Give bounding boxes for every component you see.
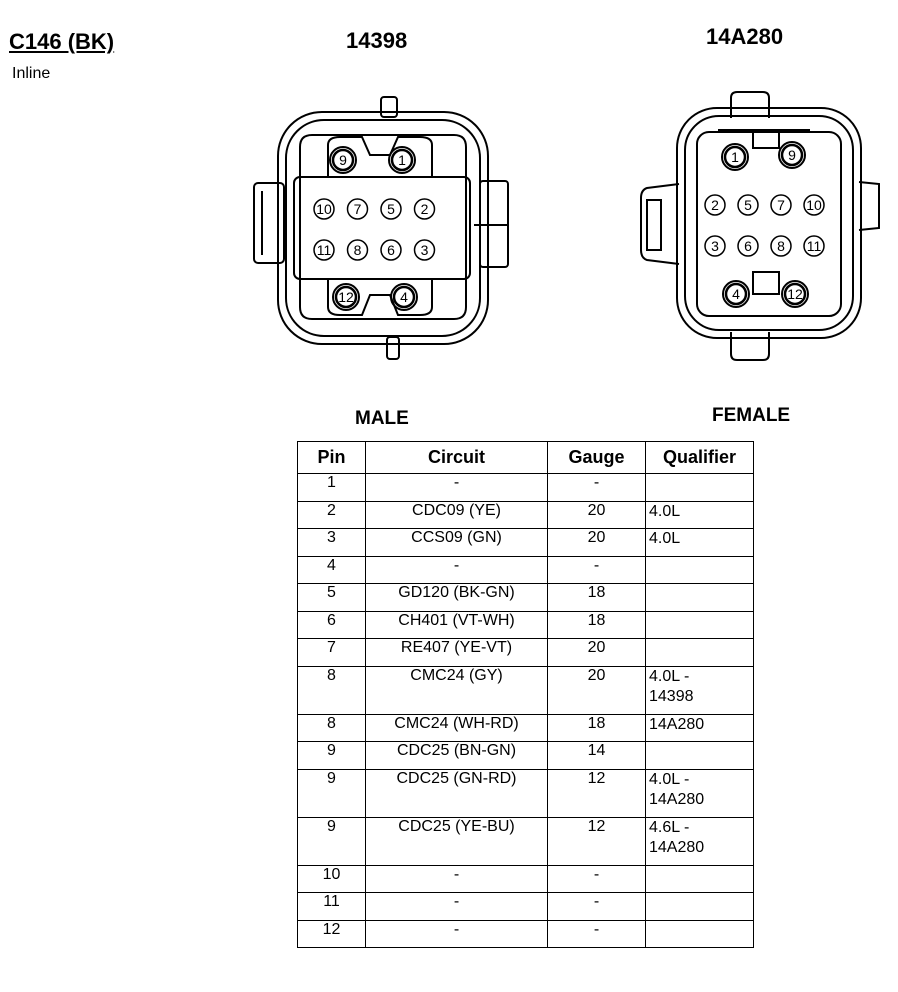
table-row bbox=[298, 584, 754, 612]
connector-pin bbox=[723, 281, 749, 307]
cell-gauge: - bbox=[548, 865, 646, 893]
pin-number: 2 bbox=[711, 197, 719, 213]
pin-number: 8 bbox=[777, 238, 785, 254]
table-row bbox=[298, 501, 754, 529]
cell-qualifier: 4.0L bbox=[646, 529, 754, 557]
pin-number: 3 bbox=[711, 238, 719, 254]
cell-circuit: - bbox=[366, 865, 548, 893]
cell-pin: 9 bbox=[298, 817, 366, 865]
connector-pin bbox=[330, 147, 356, 173]
pin-number: 1 bbox=[398, 152, 406, 168]
table-row bbox=[298, 611, 754, 639]
cell-qualifier bbox=[646, 742, 754, 770]
cell-circuit: GD120 (BK-GN) bbox=[366, 584, 548, 612]
cell-circuit: - bbox=[366, 474, 548, 502]
female-part-number: 14A280 bbox=[706, 24, 784, 49]
connector-pin bbox=[705, 195, 725, 215]
pin-number: 2 bbox=[420, 201, 429, 217]
cell-qualifier bbox=[646, 584, 754, 612]
cell-gauge: 20 bbox=[548, 529, 646, 557]
table-row bbox=[298, 865, 754, 893]
connector-pin bbox=[314, 199, 334, 219]
table-row bbox=[298, 474, 754, 502]
connector-pin bbox=[415, 240, 435, 260]
cell-pin: 11 bbox=[298, 893, 366, 921]
cell-gauge: 18 bbox=[548, 611, 646, 639]
cell-gauge: 20 bbox=[548, 501, 646, 529]
cell-qualifier bbox=[646, 893, 754, 921]
connector-pin bbox=[705, 236, 725, 256]
connector-pin bbox=[314, 240, 334, 260]
male-connector-diagram bbox=[248, 95, 518, 365]
cell-gauge: 18 bbox=[548, 714, 646, 742]
connector-subtitle: Inline bbox=[12, 65, 51, 82]
table-row bbox=[298, 529, 754, 557]
cell-qualifier bbox=[646, 474, 754, 502]
cell-gauge: 12 bbox=[548, 817, 646, 865]
cell-circuit: CCS09 (GN) bbox=[366, 529, 548, 557]
pin-number: 11 bbox=[806, 238, 822, 254]
cell-gauge: - bbox=[548, 893, 646, 921]
table-row bbox=[298, 920, 754, 948]
pin-number: 12 bbox=[787, 286, 803, 302]
pin-number: 11 bbox=[316, 242, 332, 258]
connector-pin bbox=[771, 236, 791, 256]
pin-number: 5 bbox=[387, 201, 395, 217]
cell-pin: 8 bbox=[298, 714, 366, 742]
cell-gauge: 20 bbox=[548, 639, 646, 667]
pin-number: 1 bbox=[731, 149, 739, 165]
connector-pin bbox=[348, 240, 368, 260]
pin-number: 5 bbox=[744, 197, 752, 213]
pin-number: 7 bbox=[777, 197, 785, 213]
header-circuit: Circuit bbox=[366, 442, 548, 474]
cell-gauge: 20 bbox=[548, 666, 646, 714]
cell-qualifier: 4.6L - 14A280 bbox=[646, 817, 754, 865]
cell-pin: 1 bbox=[298, 474, 366, 502]
header-gauge: Gauge bbox=[548, 442, 646, 474]
cell-qualifier bbox=[646, 639, 754, 667]
pin-number: 3 bbox=[420, 242, 429, 258]
cell-pin: 9 bbox=[298, 742, 366, 770]
cell-circuit: CMC24 (WH-RD) bbox=[366, 714, 548, 742]
connector-pin bbox=[333, 284, 359, 310]
cell-pin: 4 bbox=[298, 556, 366, 584]
connector-pin bbox=[415, 199, 435, 219]
connector-pin bbox=[381, 199, 401, 219]
cell-circuit: CDC25 (YE-BU) bbox=[366, 817, 548, 865]
male-label: MALE bbox=[355, 408, 409, 429]
table-header-row bbox=[298, 442, 754, 474]
connector-pin bbox=[804, 236, 824, 256]
cell-gauge: 18 bbox=[548, 584, 646, 612]
cell-gauge: - bbox=[548, 920, 646, 948]
table-row bbox=[298, 742, 754, 770]
cell-pin: 10 bbox=[298, 865, 366, 893]
female-label: FEMALE bbox=[712, 405, 791, 426]
cell-circuit: - bbox=[366, 893, 548, 921]
cell-qualifier bbox=[646, 611, 754, 639]
cell-gauge: 12 bbox=[548, 769, 646, 817]
pin-number: 7 bbox=[353, 201, 362, 217]
header-qualifier: Qualifier bbox=[646, 442, 754, 474]
cell-circuit: CDC25 (GN-RD) bbox=[366, 769, 548, 817]
cell-qualifier: 4.0L bbox=[646, 501, 754, 529]
cell-qualifier bbox=[646, 920, 754, 948]
cell-gauge: - bbox=[548, 474, 646, 502]
table-row bbox=[298, 893, 754, 921]
pin-number: 8 bbox=[353, 242, 362, 258]
cell-pin: 9 bbox=[298, 769, 366, 817]
connector-pin bbox=[738, 236, 758, 256]
table-row bbox=[298, 817, 754, 865]
connector-pin bbox=[804, 195, 824, 215]
cell-qualifier bbox=[646, 556, 754, 584]
table-row bbox=[298, 556, 754, 584]
pin-number: 9 bbox=[339, 152, 347, 168]
table-row bbox=[298, 714, 754, 742]
connector-pin bbox=[738, 195, 758, 215]
cell-circuit: - bbox=[366, 920, 548, 948]
connector-pin bbox=[771, 195, 791, 215]
cell-gauge: 14 bbox=[548, 742, 646, 770]
cell-qualifier: 4.0L - 14A280 bbox=[646, 769, 754, 817]
cell-qualifier: 4.0L - 14398 bbox=[646, 666, 754, 714]
connector-pin bbox=[779, 142, 805, 168]
pin-number: 4 bbox=[400, 289, 408, 305]
cell-pin: 5 bbox=[298, 584, 366, 612]
cell-qualifier bbox=[646, 865, 754, 893]
connector-title: C146 (BK) bbox=[9, 29, 115, 54]
cell-circuit: CDC25 (BN-GN) bbox=[366, 742, 548, 770]
header-pin: Pin bbox=[298, 442, 366, 474]
table-row bbox=[298, 769, 754, 817]
cell-pin: 12 bbox=[298, 920, 366, 948]
cell-pin: 7 bbox=[298, 639, 366, 667]
connector-pin bbox=[348, 199, 368, 219]
cell-pin: 3 bbox=[298, 529, 366, 557]
cell-circuit: CMC24 (GY) bbox=[366, 666, 548, 714]
cell-gauge: - bbox=[548, 556, 646, 584]
pin-number: 4 bbox=[732, 286, 740, 302]
connector-pin bbox=[381, 240, 401, 260]
table-row bbox=[298, 639, 754, 667]
cell-circuit: CDC09 (YE) bbox=[366, 501, 548, 529]
cell-circuit: CH401 (VT-WH) bbox=[366, 611, 548, 639]
cell-circuit: - bbox=[366, 556, 548, 584]
connector-pin bbox=[722, 144, 748, 170]
pin-number: 10 bbox=[806, 197, 822, 213]
cell-qualifier: 14A280 bbox=[646, 714, 754, 742]
cell-pin: 6 bbox=[298, 611, 366, 639]
male-part-number: 14398 bbox=[346, 28, 408, 53]
table-row bbox=[298, 666, 754, 714]
pin-number: 12 bbox=[338, 289, 354, 305]
pinout-table bbox=[297, 441, 754, 948]
cell-circuit: RE407 (YE-VT) bbox=[366, 639, 548, 667]
pin-number: 9 bbox=[788, 147, 796, 163]
connector-pin bbox=[389, 147, 415, 173]
connector-pin bbox=[782, 281, 808, 307]
cell-pin: 2 bbox=[298, 501, 366, 529]
pin-number: 6 bbox=[387, 242, 395, 258]
connector-pin bbox=[391, 284, 417, 310]
cell-pin: 8 bbox=[298, 666, 366, 714]
pin-number: 6 bbox=[744, 238, 752, 254]
female-connector-diagram bbox=[633, 88, 883, 368]
pin-number: 10 bbox=[316, 201, 332, 217]
